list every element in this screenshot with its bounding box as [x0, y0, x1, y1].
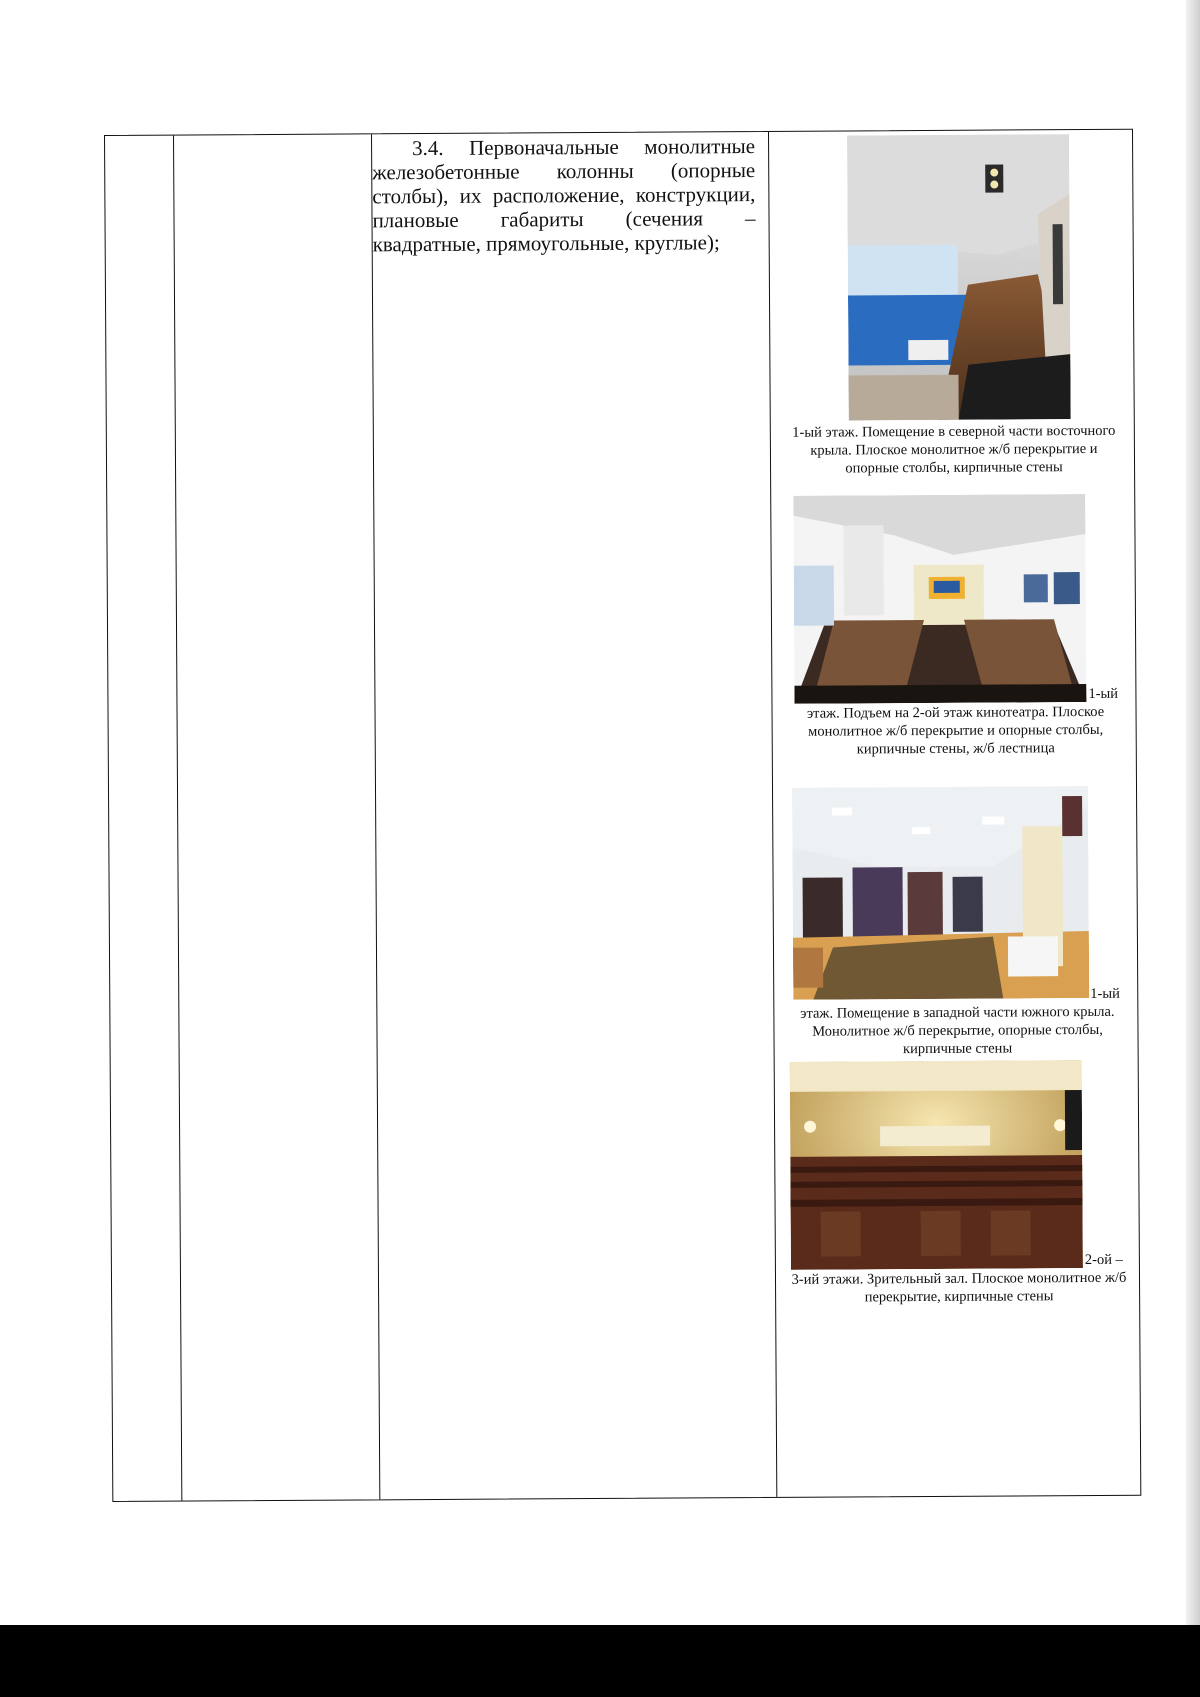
photo-column	[772, 130, 1132, 1306]
photo-caption-tail: 1-ый	[1088, 685, 1119, 702]
photo-library-hall	[792, 786, 1089, 1000]
photo-caption: этаж. Подъем на 2-ой этаж кинотеатра. Плоское монолитное ж/б перекрытие и опорные столбы, кирпичные стены, ж/б лестница	[806, 703, 1105, 758]
photo-caption: этаж. Помещение в западной части южного крыла. Монолитное ж/б перекрытие, опорные столбы, кирпичные стены	[800, 1003, 1115, 1058]
photo-auditorium	[790, 1060, 1083, 1270]
column-divider	[173, 136, 182, 1501]
document-table	[104, 129, 1141, 1502]
page-edge	[1186, 0, 1200, 1625]
photo-stair-ascent	[793, 494, 1086, 704]
photo-caption-tail: 2-ой –	[1084, 1251, 1123, 1269]
photo-caption: 3-ий этажи. Зрительный зал. Плоское монолитное ж/б перекрытие, кирпичные стены	[791, 1269, 1127, 1306]
photo-caption: 1-ый этаж. Помещение в северной части восточного крыла. Плоское монолитное ж/б перекрытие и опорные столбы, кирпичные стены	[792, 422, 1116, 477]
section-text: 3.4. Первоначальные монолитные железобетонные колонны (опорные столбы), их расположение, конструкции, плановые габариты (сечения – квадратные, прямоугольные, круглые);	[372, 134, 756, 257]
column-divider	[768, 132, 777, 1497]
scan-bottom-band	[0, 1625, 1200, 1697]
column-divider	[371, 134, 380, 1499]
photo-caption-tail: 1-ый	[1090, 985, 1120, 1002]
photo-lobby-corridor	[847, 134, 1071, 420]
